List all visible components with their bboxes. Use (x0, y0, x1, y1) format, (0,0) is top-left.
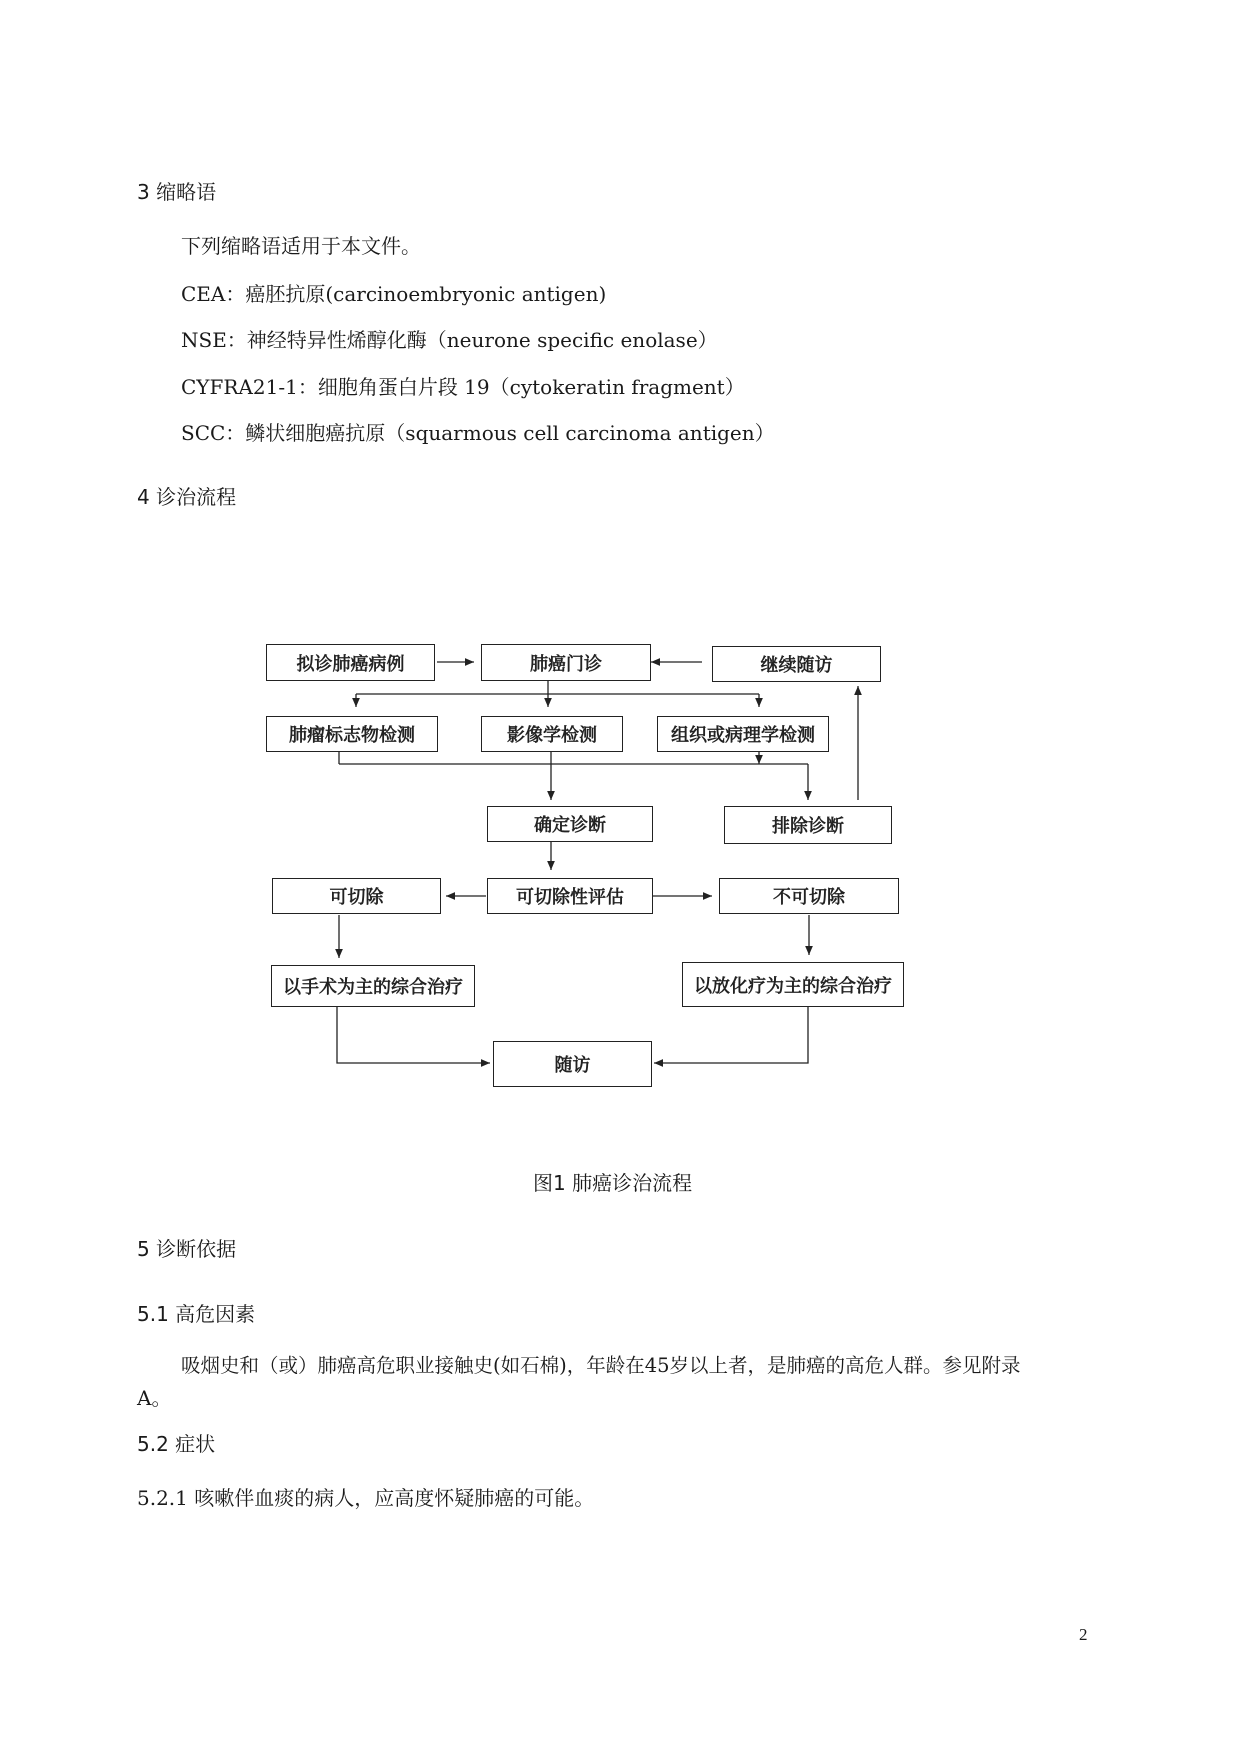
flow-node-suspected-case: 拟诊肺癌病例 (266, 644, 435, 681)
flow-node-followup: 随访 (493, 1041, 652, 1087)
flow-node-unresectable: 不可切除 (719, 878, 899, 914)
section-3-heading: 3 缩略语 (137, 180, 217, 204)
section-3-intro: 下列缩略语适用于本文件。 (181, 234, 421, 258)
figure-caption: 图1 肺癌诊治流程 (533, 1171, 693, 1195)
flow-node-continue-followup: 继续随访 (712, 646, 881, 682)
flow-node-lung-cancer-clinic: 肺癌门诊 (481, 644, 651, 681)
flow-node-resectable: 可切除 (272, 878, 441, 914)
flow-node-imaging-test: 影像学检测 (481, 716, 623, 752)
flow-node-exclude-diagnosis: 排除诊断 (724, 806, 892, 844)
section-5-2-heading: 5.2 症状 (137, 1432, 216, 1456)
arrow-surgery-to-followup (337, 1005, 490, 1063)
page-number: 2 (1079, 1625, 1088, 1644)
flow-node-pathology-test: 组织或病理学检测 (657, 716, 829, 752)
abbreviation-scc: SCC：鳞状细胞癌抗原（squarmous cell carcinoma antigen） (181, 421, 775, 445)
flow-node-surgery-treatment: 以手术为主的综合治疗 (271, 965, 475, 1007)
abbreviation-cea: CEA：癌胚抗原(carcinoembryonic antigen) (181, 282, 607, 306)
flow-node-tumor-marker-test: 肺瘤标志物检测 (266, 716, 438, 752)
section-4-heading: 4 诊治流程 (137, 485, 237, 509)
section-5-1-heading: 5.1 高危因素 (137, 1302, 256, 1326)
section-5-1-text-line2: A。 (137, 1386, 172, 1410)
section-5-2-1-text: 5.2.1 咳嗽伴血痰的病人，应高度怀疑肺癌的可能。 (137, 1486, 595, 1510)
section-5-1-text-line1: 吸烟史和（或）肺癌高危职业接触史(如石棉)，年龄在45岁以上者，是肺癌的高危人群。参见附录 (181, 1354, 1021, 1377)
flow-node-confirm-diagnosis: 确定诊断 (487, 806, 653, 842)
abbreviation-cyfra: CYFRA21-1：细胞角蛋白片段 19（cytokeratin fragment） (181, 375, 745, 399)
flow-node-resectability-assessment: 可切除性评估 (487, 878, 653, 914)
arrow-radiochemo-to-followup (654, 1005, 808, 1063)
section-5-heading: 5 诊断依据 (137, 1237, 237, 1261)
flow-node-radiochemo-treatment: 以放化疗为主的综合治疗 (682, 962, 904, 1007)
abbreviation-nse: NSE：神经特异性烯醇化酶（neurone specific enolase） (181, 328, 718, 352)
